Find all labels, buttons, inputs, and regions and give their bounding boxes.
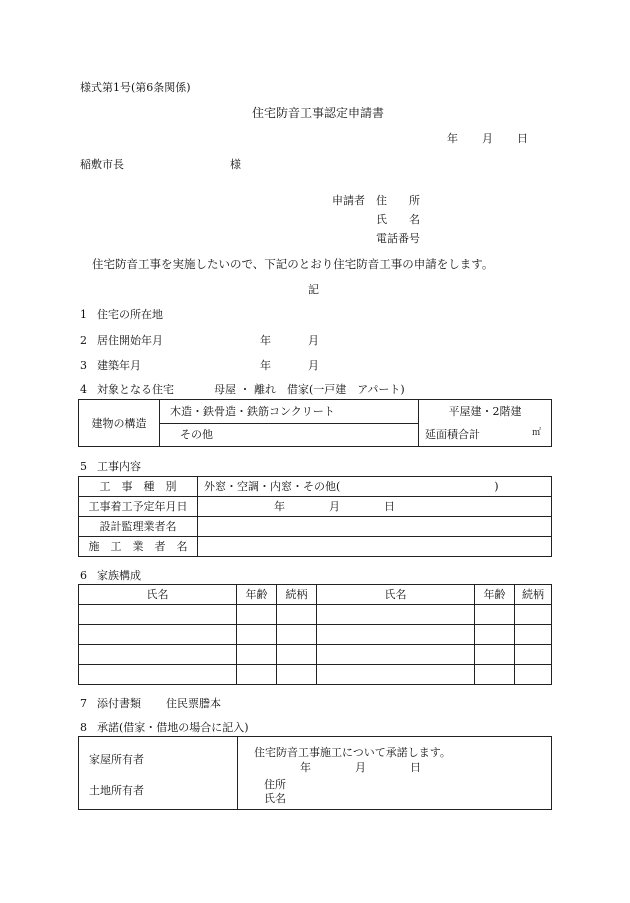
family-name-header-1: 氏名	[79, 585, 237, 605]
floors: 平屋建・2階建	[419, 400, 552, 424]
date-day: 日	[517, 132, 528, 145]
family-age-header-2: 年齢	[475, 585, 515, 605]
structure-table	[78, 399, 552, 447]
s4-label: 対象となる住宅	[97, 383, 174, 396]
work-row	[79, 477, 552, 497]
intro-text: 住宅防音工事を実施したいので、下記のとおり住宅防音工事の申請をします。	[92, 257, 494, 271]
family-row	[79, 625, 552, 645]
s3-label: 建築年月	[97, 359, 141, 372]
date-year: 年	[447, 132, 458, 145]
s2-year: 年	[260, 334, 271, 347]
consent-cell	[238, 737, 552, 810]
work-row	[79, 537, 552, 557]
owners-cell	[79, 737, 238, 810]
applicant-label: 申請者	[332, 194, 365, 207]
date-month: 月	[482, 132, 493, 145]
family-row	[79, 645, 552, 665]
family-row	[79, 665, 552, 685]
s4-number: 4	[80, 383, 87, 396]
work-type-value: 外窓・空調・内窓・その他( )	[198, 477, 552, 497]
work-content-table	[78, 476, 552, 557]
ki-heading: 記	[308, 283, 319, 296]
addressee-name: 稲敷市長	[80, 158, 124, 171]
s7-value: 住民票謄本	[166, 697, 221, 710]
work-row	[79, 517, 552, 537]
s2-month: 月	[308, 334, 319, 347]
work-type-label: 工 事 種 別	[79, 477, 198, 497]
s5-number: 5	[80, 460, 87, 473]
s1-label: 住宅の所在地	[97, 308, 163, 321]
family-header-row	[79, 585, 552, 605]
work-row	[79, 497, 552, 517]
contractor-value	[198, 537, 552, 557]
land-owner-label: 土地所有者	[89, 784, 144, 797]
s4-options: 母屋 ・ 離れ 借家(一戸建 アパート)	[214, 383, 405, 396]
structure-label: 建物の構造	[79, 400, 160, 447]
family-age-header-1: 年齢	[237, 585, 277, 605]
s3-month: 月	[308, 359, 319, 372]
s6-number: 6	[80, 569, 87, 582]
family-name-header-2: 氏名	[317, 585, 475, 605]
start-date-label: 工事着工予定年月日	[79, 497, 198, 517]
s3-number: 3	[80, 359, 87, 372]
consent-date: 年 月 日	[300, 761, 421, 774]
form-number: 様式第1号(第6条関係)	[80, 81, 191, 94]
structure-types: 木造・鉄骨造・鉄筋コンクリート	[160, 400, 419, 424]
s2-label: 居住開始年月	[97, 334, 163, 347]
s3-year: 年	[260, 359, 271, 372]
consent-text: 住宅防音工事施工について承諾します。	[254, 746, 451, 759]
s5-label: 工事内容	[97, 460, 141, 473]
floor-area-cell	[419, 423, 552, 447]
s8-number: 8	[80, 721, 87, 734]
family-relation-header-2: 続柄	[515, 585, 552, 605]
s1-number: 1	[80, 308, 87, 321]
family-table	[78, 584, 552, 685]
consent-address-label: 住所	[264, 778, 286, 791]
start-date-value: 年 月 日	[198, 497, 552, 517]
house-owner-label: 家屋所有者	[89, 753, 144, 766]
consent-table	[78, 736, 552, 810]
s8-label: 承諾(借家・借地の場合に記入)	[97, 721, 249, 734]
consent-name-label: 氏名	[264, 792, 286, 805]
document-title: 住宅防音工事認定申請書	[252, 106, 385, 120]
supervisor-value	[198, 517, 552, 537]
applicant-phone-label: 電話番号	[376, 232, 420, 245]
applicant-address-label: 住 所	[376, 194, 420, 207]
applicant-name-label: 氏 名	[376, 213, 420, 226]
family-relation-header-1: 続柄	[277, 585, 317, 605]
s7-label: 添付書類	[97, 697, 141, 710]
supervisor-label: 設計監理業者名	[79, 517, 198, 537]
s6-label: 家族構成	[97, 569, 141, 582]
s2-number: 2	[80, 334, 87, 347]
floor-area-label: 延面積合計	[425, 428, 480, 441]
structure-other: その他	[160, 423, 419, 447]
floor-area-unit: ㎡	[531, 428, 541, 438]
s7-number: 7	[80, 697, 87, 710]
contractor-label: 施 工 業 者 名	[79, 537, 198, 557]
addressee-honorific: 様	[230, 158, 241, 171]
family-row	[79, 605, 552, 625]
